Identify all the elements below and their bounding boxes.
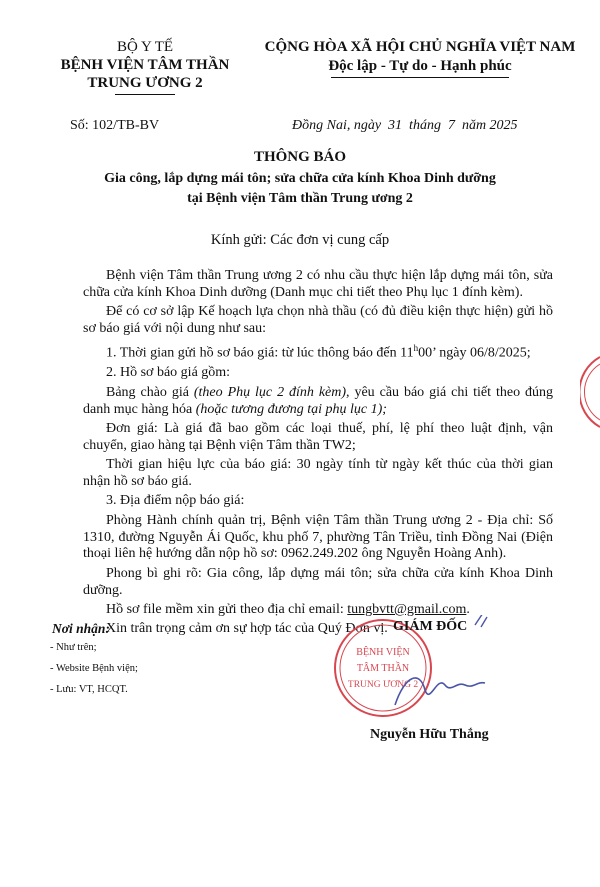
issuing-organization xyxy=(40,38,250,95)
ministry-name: BỘ Y TẾ xyxy=(116,39,174,55)
deadline-date: 00’ ngày 06/8/2025; xyxy=(418,346,531,362)
greeting: Kính gửi: Các đơn vị cung cấp xyxy=(210,232,390,248)
recipient-item: - Website Bệnh viện; xyxy=(50,658,138,679)
item-location: 3. Địa điểm nộp báo giá: xyxy=(106,493,245,509)
paragraph-intro: Bệnh viện Tâm thần Trung ương 2 có nhu cầu thực hiện lắp dựng mái tôn, sửa chữa cửa kính Khoa Dinh dưỡng (Danh mục chi tiết theo Phụ lục 1 đính kèm). xyxy=(83,268,553,300)
notice-body xyxy=(83,268,553,641)
motto-underline xyxy=(331,77,509,78)
hospital-name-line1: BỆNH VIỆN TÂM THẦN xyxy=(60,57,230,73)
document-number: Số: 102/TB-BV xyxy=(70,118,160,133)
signer-name: Nguyễn Hữu Thắng xyxy=(370,727,489,742)
recipients-list xyxy=(50,637,138,700)
recipient-item: - Lưu: VT, HCQT. xyxy=(50,679,138,700)
quote-text-a: Bảng chào giá xyxy=(106,384,194,400)
recipient-item: - Như trên; xyxy=(50,637,138,658)
subtitle-line2: tại Bệnh viện Tâm thần Trung ương 2 xyxy=(187,191,413,206)
signer-role: GIÁM ĐỐC xyxy=(393,619,468,634)
stamp-line2: TÂM THẦN xyxy=(356,663,410,674)
email-end: . xyxy=(466,601,470,617)
nation-name: CỘNG HÒA XÃ HỘI CHỦ NGHĨA VIỆT NAM xyxy=(264,39,576,55)
email-link[interactable]: tungbvtt@gmail.com xyxy=(347,601,467,617)
org-underline xyxy=(115,94,175,95)
paragraph-thanks: Xin trân trọng cảm ơn sự hợp tác của Quý Đơn vị. xyxy=(106,621,388,637)
hospital-name-line2: TRUNG ƯƠNG 2 xyxy=(87,75,203,91)
edge-seal-fragment xyxy=(580,352,600,432)
item-documents: 2. Hồ sơ báo giá gồm: xyxy=(106,365,231,381)
subtitle-line1: Gia công, lắp dựng mái tôn; sửa chữa cửa kính Khoa Dinh dưỡng xyxy=(104,171,496,186)
paragraph-quote-table xyxy=(83,385,553,419)
issue-date: Đồng Nai, ngày 31 tháng 7 năm 2025 xyxy=(292,118,518,133)
stamp-line3: TRUNG ƯƠNG 2 xyxy=(347,680,419,690)
quote-text-c: , yêu cầu báo giá chi tiết theo đúng danh mục hàng hóa xyxy=(83,384,553,417)
stamp-line1: BỆNH VIỆN xyxy=(356,647,410,658)
deadline-text: 1. Thời gian gửi hồ sơ báo giá: từ lúc thông báo đến 11 xyxy=(106,346,414,362)
national-header xyxy=(252,38,588,78)
recipients-title: Nơi nhận: xyxy=(52,621,110,636)
paragraph-validity: Thời gian hiệu lực của báo giá: 30 ngày tính từ ngày kết thúc của thời gian nhận hồ sơ báo giá. xyxy=(83,457,553,489)
nation-motto: Độc lập - Tự do - Hạnh phúc xyxy=(328,58,512,74)
paragraph-unit-price: Đơn giá: Là giá đã bao gồm các loại thuế, phí, lệ phí theo luật định, vận chuyển, giao hàng tại Bệnh viện Tâm thần TW2; xyxy=(83,421,553,453)
document-subtitle xyxy=(90,169,510,209)
deadline-hour-sup: h xyxy=(413,343,419,354)
paragraph-address: Phòng Hành chính quản trị, Bệnh viện Tâm thần Trung ương 2 - Địa chỉ: Số 1310, đường Nguyễn Ái Quốc, khu phố 7, phường Tân Triều, tỉnh Đồng Nai (Điện thoại liên hệ hướng dẫn nộp hồ sơ: 0962.249.202 ông Nguyễn Hoàng Anh). xyxy=(83,512,553,562)
email-label: Hồ sơ file mềm xin gửi theo địa chỉ email: xyxy=(106,601,348,617)
document-title: THÔNG BÁO xyxy=(253,149,347,165)
signature-mark xyxy=(475,615,487,627)
quote-text-b: (theo Phụ lục 2 đính kèm) xyxy=(193,384,347,400)
paragraph-envelope: Phong bì ghi rõ: Gia công, lắp dựng mái tôn; sửa chữa cửa kính Khoa Dinh dưỡng. xyxy=(83,565,553,598)
paragraph-purpose: Để có cơ sở lập Kế hoạch lựa chọn nhà thầu (có đủ điều kiện thực hiện) gửi hồ sơ báo giá với nội dung như sau: xyxy=(83,304,553,336)
item-deadline xyxy=(83,340,553,362)
quote-text-d: (hoặc tương đương tại phụ lục 1); xyxy=(195,401,387,417)
